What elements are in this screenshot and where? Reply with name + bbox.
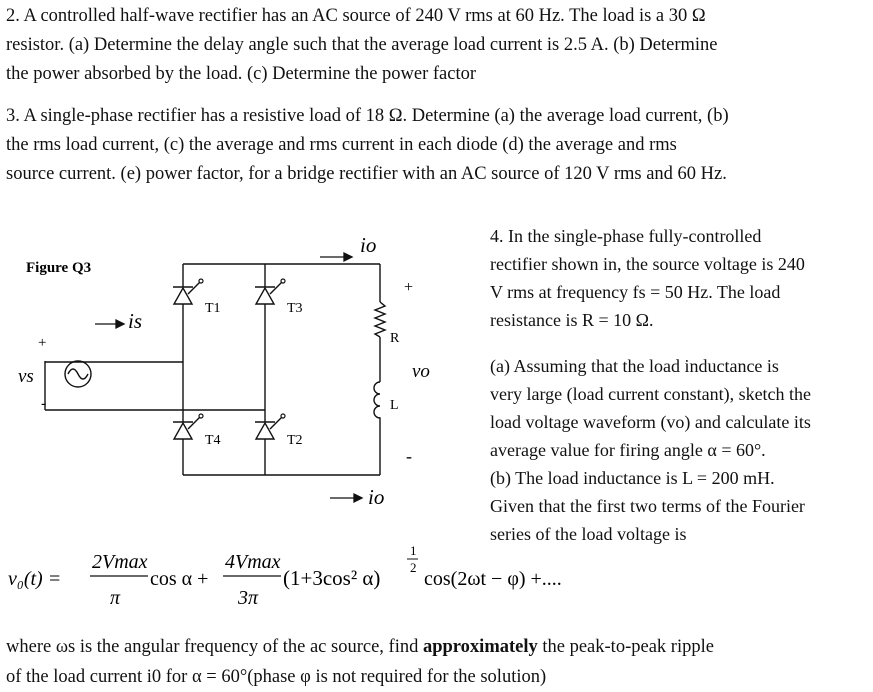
inductor-symbol [374, 382, 380, 420]
question-3 [6, 102, 866, 189]
r-label: R [390, 331, 400, 346]
q3-line-1: 3. A single-phase rectifier has a resistive load of 18 Ω. Determine (a) the average load current, (b) [6, 106, 729, 126]
q4-a-line-1: (a) Assuming that the load inductance is [490, 356, 779, 376]
q4-a-line-4: average value for firing angle α = 60°. [490, 440, 766, 460]
formula-tail: cos(2ωt − φ) +.... [424, 568, 562, 590]
q4-b-line-1: (b) The load inductance is L = 200 mH. [490, 468, 775, 488]
q4-a-line-2: very large (load current constant), sketch the [490, 384, 812, 404]
io-label-bottom: io [368, 485, 385, 509]
t4-label: T4 [205, 433, 221, 448]
q2-line-2: resistor. (a) Determine the delay angle such that the average load current is 2.5 A. (b) Determine [6, 35, 718, 55]
t1-label: T1 [205, 301, 221, 316]
q4-line-4: resistance is R = 10 Ω. [490, 310, 654, 330]
q3-line-3: source current. (e) power factor, for a bridge rectifier with an AC source of 120 V rms and 60 Hz. [6, 164, 727, 184]
thyristor-t4 [173, 417, 200, 439]
resistor-symbol [375, 302, 385, 337]
q4-a-line-3: load voltage waveform (vo) and calculate its [490, 412, 811, 432]
bracket-term: (1+3cos² α) [283, 566, 381, 590]
final-line-2: of the load current i0 for α = 60°(phase φ is not required for the solution) [6, 667, 547, 687]
final-line-1-bold: approximately [422, 637, 538, 657]
question-4 [490, 222, 873, 548]
figure-caption: Figure Q3 [26, 260, 92, 276]
power-denominator: 2 [410, 560, 417, 575]
final-line-1 [6, 632, 866, 662]
vo-label: vo [412, 361, 430, 382]
q4-line-3: V rms at frequency fs = 50 Hz. The load [490, 282, 781, 302]
vs-label: vs [18, 366, 34, 387]
fourier-series-formula [0, 530, 640, 625]
is-label: is [128, 309, 143, 333]
q2-line-1: 2. A controlled half-wave rectifier has an AC source of 240 V rms at 60 Hz. The load is a 30 Ω [6, 6, 706, 26]
q4-line-1: 4. In the single-phase fully-controlled [490, 226, 762, 246]
term2-numerator: 4Vmax [225, 551, 281, 573]
thyristor-t3 [255, 282, 282, 304]
power-numerator: 1 [410, 543, 417, 558]
term2-denominator: 3π [238, 587, 259, 609]
vo-minus: - [406, 446, 412, 466]
cos-alpha: cos α + [150, 568, 209, 590]
final-line-1-pre: where ωs is the angular frequency of the ac source, find [6, 637, 423, 657]
l-label: L [390, 398, 399, 413]
q3-line-2: the rms load current, (c) the average and rms current in each diode (d) the average and rms [6, 135, 677, 155]
io-label-top: io [360, 233, 377, 257]
bridge-rectifier-circuit [0, 222, 480, 522]
q4-b-line-2: Given that the first two terms of the Fourier [490, 496, 805, 516]
q4-line-2: rectifier shown in, the source voltage is 240 [490, 254, 805, 274]
q4-b-line-3: series of the load voltage is [490, 524, 687, 544]
final-line-1-post: the peak-to-peak ripple [537, 637, 714, 657]
term1-denominator: π [110, 587, 121, 609]
q2-line-3: the power absorbed by the load. (c) Determine the power factor [6, 64, 477, 84]
thyristor-t2 [255, 417, 282, 439]
t3-label: T3 [287, 301, 303, 316]
vs-plus: + [38, 335, 47, 351]
vo-plus: + [404, 279, 414, 296]
final-question [6, 632, 866, 692]
question-2 [6, 2, 866, 89]
term1-numerator: 2Vmax [92, 551, 148, 573]
vs-minus: - [41, 395, 47, 412]
thyristor-t1 [173, 282, 200, 304]
t2-label: T2 [287, 433, 303, 448]
formula-lhs: v₀(t) = [8, 568, 62, 590]
